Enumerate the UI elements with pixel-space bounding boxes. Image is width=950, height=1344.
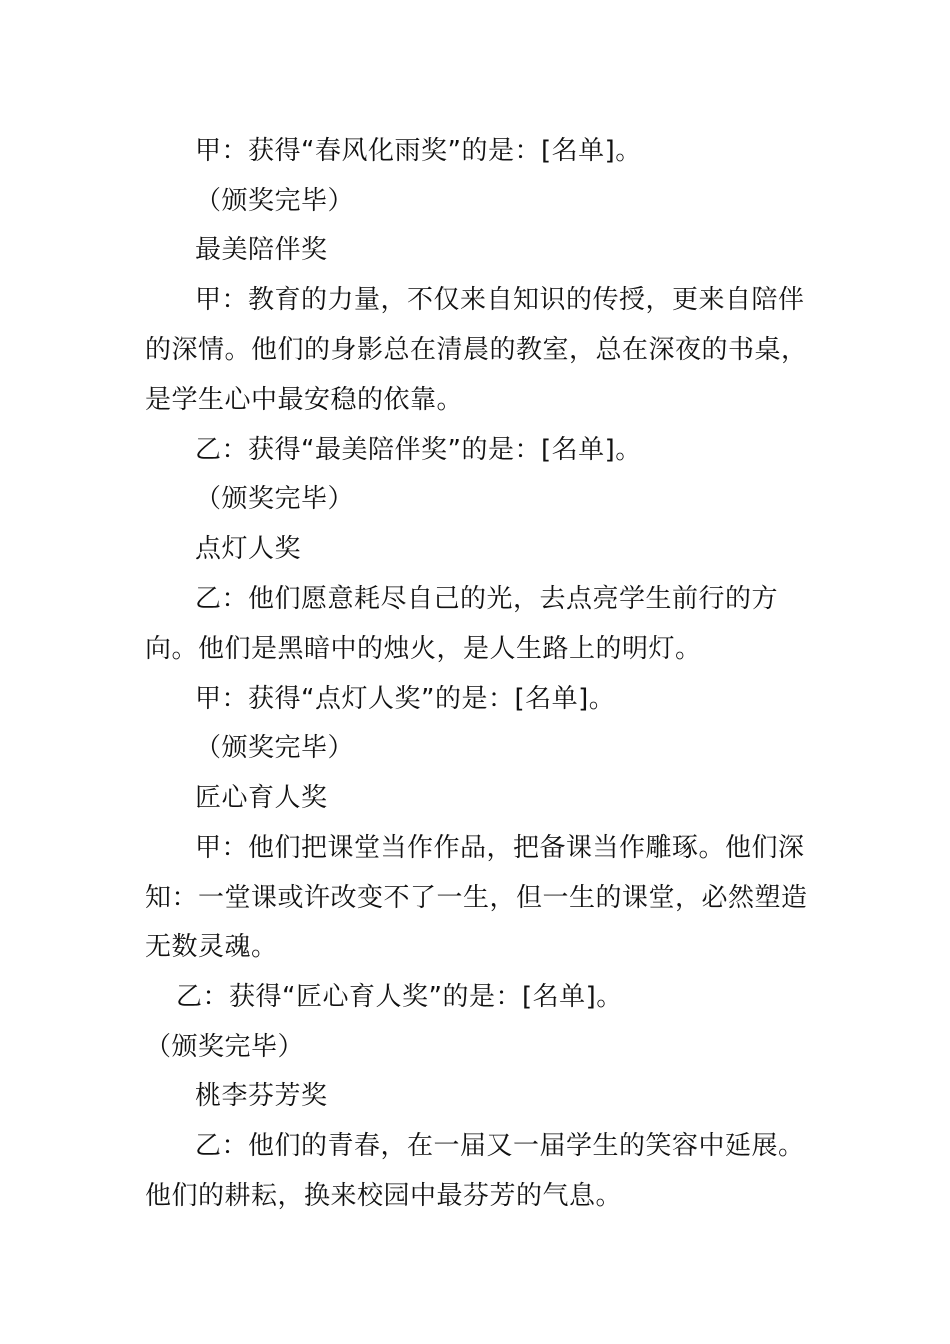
text-line: 甲：获得“点灯人奖”的是：[名单]。 [195,684,616,714]
section-heading: 匠心育人奖 [195,783,328,813]
text-line: 是学生心中最安稳的依靠。 [145,385,464,415]
text-line: （颁奖完毕） [145,1032,305,1062]
section-heading: 最美陪伴奖 [195,235,328,265]
text-line: 乙：他们愿意耗尽自己的光，去点亮学生前行的方 [195,584,779,614]
text-line: 乙：获得“最美陪伴奖”的是：[名单]。 [195,435,642,465]
text-line: 知：一堂课或许改变不了一生，但一生的课堂，必然塑造 [145,883,808,913]
text-line: 他们的耕耘，换来校园中最芬芳的气息。 [145,1181,623,1211]
text-line: 乙：他们的青春，在一届又一届学生的笑容中延展。 [195,1131,805,1161]
text-line: （颁奖完毕） [195,733,355,763]
text-line: 向。他们是黑暗中的烛火，是人生路上的明灯。 [145,634,702,664]
section-heading: 桃李芬芳奖 [195,1081,328,1111]
text-line: （颁奖完毕） [195,186,355,216]
text-line: 乙：获得“匠心育人奖”的是：[名单]。 [176,982,623,1012]
text-line: 的深情。他们的身影总在清晨的教室，总在深夜的书桌， [145,335,808,365]
text-line: 无数灵魂。 [145,932,278,962]
text-line: 甲：获得“春风化雨奖”的是：[名单]。 [195,136,642,166]
text-line: 甲：他们把课堂当作作品，把备课当作雕琢。他们深 [195,833,805,863]
text-line: （颁奖完毕） [195,484,355,514]
section-heading: 点灯人奖 [195,534,302,564]
text-line: 甲：教育的力量，不仅来自知识的传授，更来自陪伴 [195,285,805,315]
